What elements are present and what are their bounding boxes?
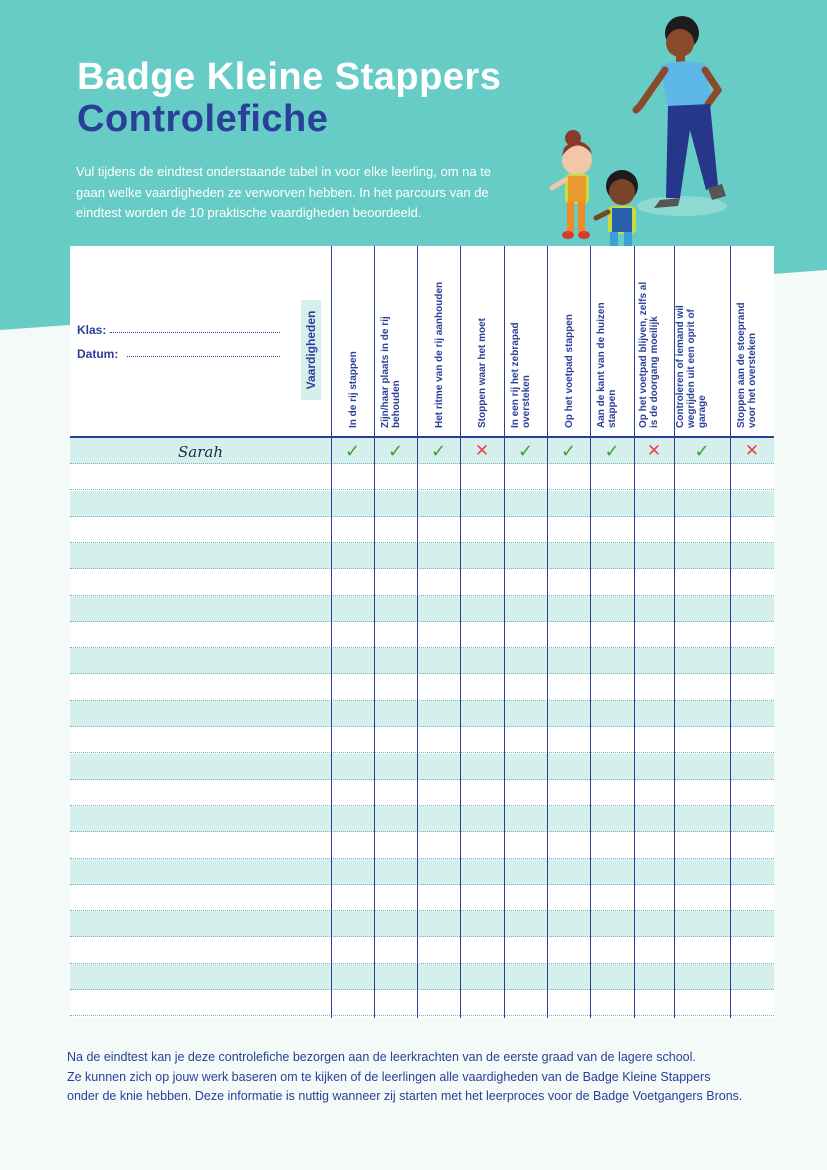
table-row[interactable] bbox=[70, 648, 774, 674]
skill-header: In de rij stappen bbox=[347, 351, 359, 428]
column-divider bbox=[547, 246, 548, 1018]
table-row[interactable] bbox=[70, 596, 774, 622]
skill-header: Controleren of iemand wil wegrijden uit een oprit of garage bbox=[675, 305, 708, 428]
table-row[interactable] bbox=[70, 754, 774, 780]
column-divider bbox=[634, 246, 635, 1018]
skill-header: Zijn/haar plaats in de rij behouden bbox=[379, 316, 402, 428]
check-icon: ✓ bbox=[387, 441, 404, 461]
skill-header: Op het voetpad stappen bbox=[563, 314, 575, 428]
skill-header: Aan de kant van de huizen stappen bbox=[596, 302, 618, 428]
table-row[interactable] bbox=[70, 517, 774, 543]
table-row[interactable] bbox=[70, 780, 774, 806]
table-header bbox=[70, 246, 774, 438]
page-title: Badge Kleine Stappers bbox=[77, 56, 502, 98]
skill-header: Het ritme van de rij aanhouden bbox=[433, 281, 445, 428]
check-icon: ✓ bbox=[344, 441, 361, 461]
footer-line: Ze kunnen zich op jouw werk baseren om te kijken of de leerlingen alle vaardigheden van de Badge Kleine Stappers bbox=[67, 1069, 711, 1084]
table-row[interactable] bbox=[70, 859, 774, 885]
table-row[interactable] bbox=[70, 911, 774, 937]
vaardigheden-label: Vaardigheden bbox=[301, 300, 321, 400]
column-divider bbox=[504, 246, 505, 1018]
control-sheet bbox=[70, 246, 774, 1018]
table-row[interactable] bbox=[70, 727, 774, 753]
table-row[interactable] bbox=[70, 622, 774, 648]
column-divider bbox=[331, 246, 332, 1018]
cross-icon: ✕ bbox=[744, 441, 760, 460]
column-divider bbox=[730, 246, 731, 1018]
skill-header: Op het voetpad blijven, zelfs al is de doorgang moeilijk bbox=[638, 281, 660, 428]
table-row[interactable] bbox=[70, 438, 774, 464]
datum-label: Datum: bbox=[77, 347, 119, 361]
check-icon: ✓ bbox=[694, 441, 710, 461]
skill-header: Stoppen waar het moet bbox=[477, 317, 488, 428]
column-divider bbox=[590, 246, 591, 1018]
cross-icon: ✕ bbox=[474, 441, 490, 460]
table-row[interactable] bbox=[70, 701, 774, 727]
klas-field[interactable] bbox=[110, 332, 280, 333]
footer-line: onder de knie hebben. Deze informatie is nuttig wanneer zij starten met het leerproces voor de Badge Voetgangers Brons. bbox=[67, 1089, 743, 1103]
datum-field[interactable] bbox=[127, 356, 280, 357]
skill-header: Stoppen aan de stoeprand voor het oversteken bbox=[736, 302, 758, 428]
column-divider bbox=[374, 246, 375, 1018]
column-divider bbox=[674, 246, 675, 1018]
intro-text: Vul tijdens de eindtest onderstaande tabel in voor elke leerling, om na te gaan welke vaardigheden ze verworven hebben. In het parcours van de eindtest worden de 10 praktische vaardigheden beoordeeld. bbox=[76, 164, 492, 220]
table-row[interactable] bbox=[70, 543, 774, 569]
check-icon: ✓ bbox=[430, 441, 447, 461]
skill-header: In een rij het zebrapad oversteken bbox=[509, 322, 532, 428]
page-subtitle: Controlefiche bbox=[77, 98, 329, 140]
table-row[interactable] bbox=[70, 491, 774, 517]
children-walking-illustration bbox=[540, 8, 790, 263]
table-row[interactable] bbox=[70, 990, 774, 1016]
table-row[interactable] bbox=[70, 938, 774, 964]
table-row[interactable] bbox=[70, 885, 774, 911]
table-row[interactable] bbox=[70, 675, 774, 701]
klas-label: Klas: bbox=[77, 323, 107, 337]
cross-icon: ✕ bbox=[646, 441, 662, 460]
footer-line: Na de eindtest kan je deze controlefiche bezorgen aan de leerkrachten van de eerste graad van de lagere school. bbox=[67, 1050, 696, 1064]
student-name: Sarah bbox=[178, 443, 223, 461]
table-row[interactable] bbox=[70, 806, 774, 832]
table-row[interactable] bbox=[70, 964, 774, 990]
check-icon: ✓ bbox=[517, 441, 534, 461]
column-divider bbox=[460, 246, 461, 1018]
footer-text bbox=[67, 1048, 787, 1107]
check-icon: ✓ bbox=[560, 441, 577, 461]
table-row[interactable] bbox=[70, 464, 774, 490]
table-row[interactable] bbox=[70, 570, 774, 596]
table-row[interactable] bbox=[70, 833, 774, 859]
column-divider bbox=[417, 246, 418, 1018]
check-icon: ✓ bbox=[604, 441, 620, 461]
